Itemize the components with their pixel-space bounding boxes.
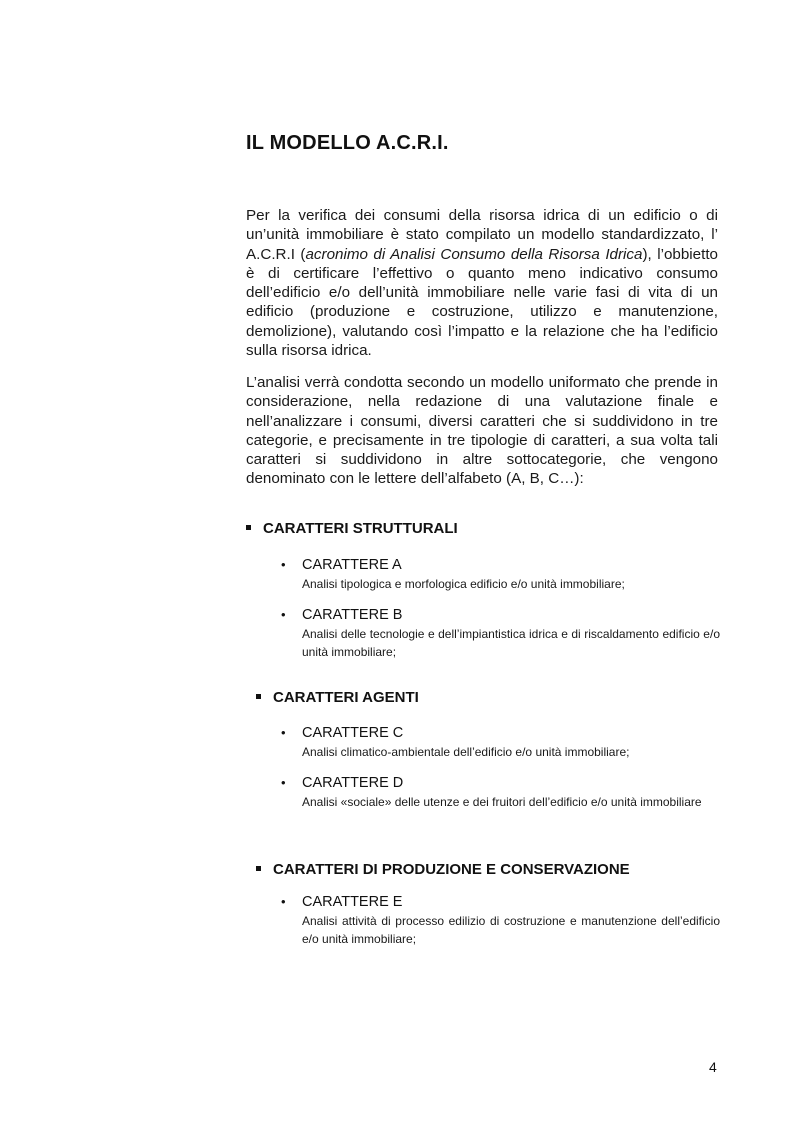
- dot-bullet-icon: •: [281, 775, 286, 790]
- section-heading-strutturali: [246, 520, 458, 537]
- item-description: Analisi «sociale» delle utenze e dei fruitori dell’edificio e/o unità immobiliare: [302, 795, 702, 809]
- section-heading-text: CARATTERI DI PRODUZIONE E CONSERVAZIONE: [273, 861, 630, 878]
- dot-bullet-icon: •: [281, 725, 286, 740]
- square-bullet-icon: [256, 694, 261, 699]
- section-heading-agenti: [256, 689, 419, 706]
- list-item-carattere-d: [281, 774, 720, 811]
- section-heading-text: CARATTERI STRUTTURALI: [263, 520, 458, 537]
- item-description: Analisi attività di processo edilizio di costruzione e manutenzione dell’edificio e/o unità immobiliare;: [302, 914, 720, 946]
- list-item-carattere-b: [281, 606, 720, 661]
- item-description: Analisi climatico-ambientale dell’edificio e/o unità immobiliare;: [302, 745, 630, 759]
- acronym-definition: acronimo di Analisi Consumo della Risorsa Idrica: [305, 245, 643, 263]
- square-bullet-icon: [256, 866, 261, 871]
- square-bullet-icon: [246, 525, 251, 530]
- dot-bullet-icon: •: [281, 607, 286, 622]
- section-heading-produzione: [256, 861, 630, 878]
- list-item-carattere-c: [281, 724, 720, 761]
- item-title: CARATTERE C: [302, 725, 404, 741]
- page-title: IL MODELLO A.C.R.I.: [246, 132, 449, 154]
- item-title: CARATTERE B: [302, 607, 403, 623]
- dot-bullet-icon: •: [281, 894, 286, 909]
- list-item-carattere-a: [281, 556, 720, 593]
- section-heading-text: CARATTERI AGENTI: [273, 689, 419, 706]
- item-title: CARATTERE D: [302, 775, 404, 791]
- item-title: CARATTERE E: [302, 894, 403, 910]
- list-item-carattere-e: [281, 893, 720, 948]
- intro-text-start: Per la verifica dei consumi della risorsa idrica di un edificio o di un’unità immobiliare è stato compilato un modello standardizzato, l’ A.C.R.I (: [246, 207, 718, 263]
- item-description: Analisi delle tecnologie e dell’impiantistica idrica e di riscaldamento edificio e/o unità immobiliare;: [302, 627, 720, 659]
- item-description: Analisi tipologica e morfologica edificio e/o unità immobiliare;: [302, 577, 625, 591]
- dot-bullet-icon: •: [281, 557, 286, 572]
- analysis-paragraph: L’analisi verrà condotta secondo un modello uniformato che prende in considerazione, nella redazione di una valutazione finale e nell’analizzare i consumi, diversi caratteri che si suddividono in tre categorie, e precisamente in tre tipologie di caratteri, a sua volta tali caratteri si suddividono in altre sottocategorie, che vengono denominato con le lettere dell’alfabeto (A, B, C…):: [246, 374, 718, 488]
- intro-text-end: ), l’obbietto è di certificare l’effettivo o quanto meno indicativo consumo dell’edificio e/o dell’unità immobiliare nelle varie fasi di vita di un edificio (produzione e costruzione, utilizzo e manutenzione, demolizione), valutando così l’impatto e la relazione che ha l’edificio sulla risorsa idrica.: [246, 245, 719, 360]
- page-number: 4: [709, 1059, 717, 1075]
- item-title: CARATTERE A: [302, 557, 402, 573]
- intro-paragraph: [246, 206, 718, 360]
